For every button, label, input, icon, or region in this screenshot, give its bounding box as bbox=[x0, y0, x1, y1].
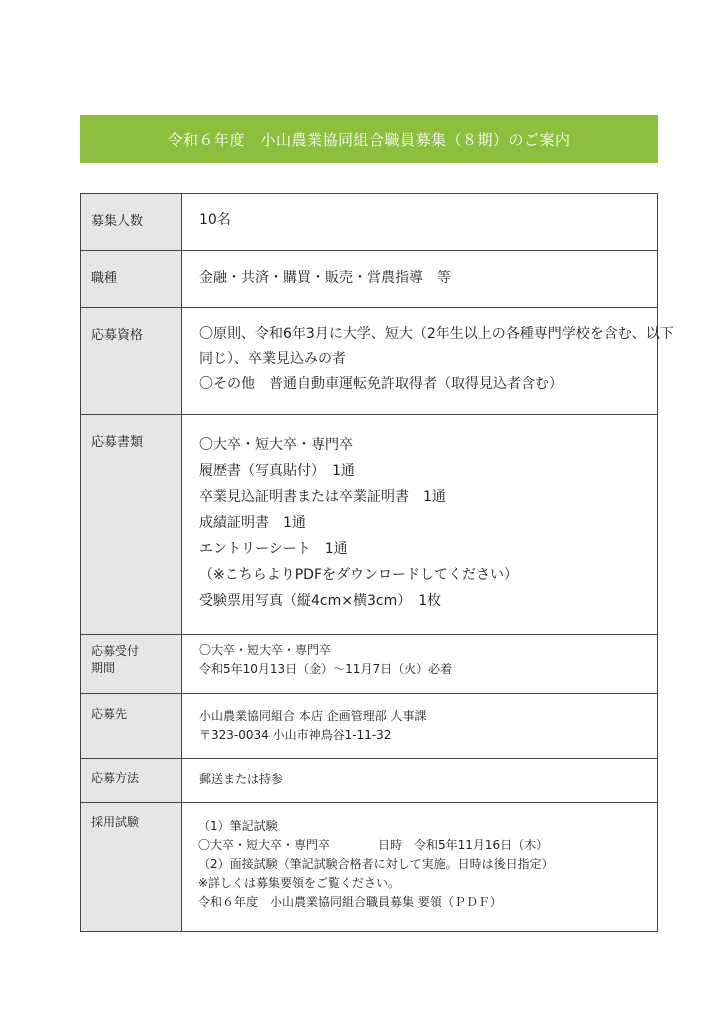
recruitment-table-bottom bbox=[80, 634, 658, 932]
row-value bbox=[182, 635, 658, 694]
value-line: 〇その他 普通自動車運転免許取得者（取得見込者含む） bbox=[199, 376, 563, 392]
value-line: （2）面接試験（筆記試験合格者に対して実施。日時は後日指定） bbox=[198, 857, 554, 871]
value-line: 同じ）、卒業見込みの者 bbox=[199, 351, 346, 367]
value-line: 卒業見込証明書または卒業証明書 1通 bbox=[199, 489, 446, 505]
value-line: 〇大卒・短大卒・専門卒 日時 令和5年11月16日（木） bbox=[198, 838, 549, 852]
row-label: 応募資格 bbox=[81, 308, 182, 415]
value-line: 履歴書（写真貼付） 1通 bbox=[199, 463, 355, 479]
table-row bbox=[81, 635, 658, 694]
label-line: 応募先 bbox=[91, 707, 128, 721]
table-row bbox=[81, 251, 658, 308]
table-row bbox=[81, 694, 658, 759]
row-label: 応募書類 bbox=[81, 415, 182, 635]
label-line: 応募方法 bbox=[91, 771, 140, 785]
value-line: 郵送または持参 bbox=[199, 772, 284, 786]
page-title: 令和６年度 小山農業協同組合職員募集（８期）のご案内 bbox=[167, 130, 571, 149]
table-row bbox=[81, 308, 658, 415]
label-line: 期間 bbox=[91, 661, 116, 675]
recruitment-table-top bbox=[80, 193, 674, 635]
value-line: 〇大卒・短大卒・専門卒 bbox=[199, 643, 332, 657]
title-banner bbox=[80, 115, 658, 163]
label-line: 応募受付 bbox=[91, 644, 140, 658]
value-line: 金融・共済・購買・販売・営農指導 等 bbox=[199, 270, 451, 286]
value-line: 10名 bbox=[199, 212, 231, 228]
value-line: 受験票用写真（縦4cm×横3cm） 1枚 bbox=[199, 593, 442, 609]
row-label bbox=[81, 759, 182, 803]
value-line: 〇大卒・短大卒・専門卒 bbox=[199, 437, 353, 453]
table-row bbox=[81, 194, 658, 251]
table-row bbox=[81, 803, 658, 932]
row-label bbox=[81, 635, 182, 694]
table-row bbox=[81, 759, 658, 803]
value-line: エントリーシート 1通 bbox=[199, 541, 348, 557]
row-label: 職種 bbox=[81, 251, 182, 308]
row-value bbox=[182, 251, 658, 308]
value-line: 令和5年10月13日（金）～11月7日（火）必着 bbox=[199, 662, 453, 676]
value-line: ※詳しくは募集要領をご覧ください。 bbox=[198, 876, 401, 890]
row-label bbox=[81, 803, 182, 932]
label-line: 採用試験 bbox=[91, 815, 140, 829]
value-line: 〒323-0034 小山市神鳥谷1-11-32 bbox=[199, 728, 392, 742]
row-label: 募集人数 bbox=[81, 194, 182, 251]
value-line: （1）筆記試験 bbox=[198, 819, 278, 833]
value-line: 小山農業協同組合 本店 企画管理部 人事課 bbox=[199, 709, 427, 723]
row-value bbox=[182, 803, 658, 932]
value-line: 成績証明書 1通 bbox=[199, 515, 306, 531]
row-value bbox=[182, 694, 658, 759]
row-value bbox=[182, 308, 674, 415]
row-value bbox=[182, 194, 658, 251]
row-value bbox=[182, 415, 658, 635]
pdf-download-note[interactable]: （※こちらよりPDFをダウンロードしてください） bbox=[199, 567, 519, 583]
guideline-pdf-link[interactable]: 令和６年度 小山農業協同組合職員募集 要領（ＰＤＦ） bbox=[198, 895, 502, 909]
row-label bbox=[81, 694, 182, 759]
value-line: 〇原則、令和6年3月に大学、短大（2年生以上の各種専門学校を含む、以下 bbox=[199, 326, 674, 342]
table-row bbox=[81, 415, 658, 635]
row-value bbox=[182, 759, 658, 803]
